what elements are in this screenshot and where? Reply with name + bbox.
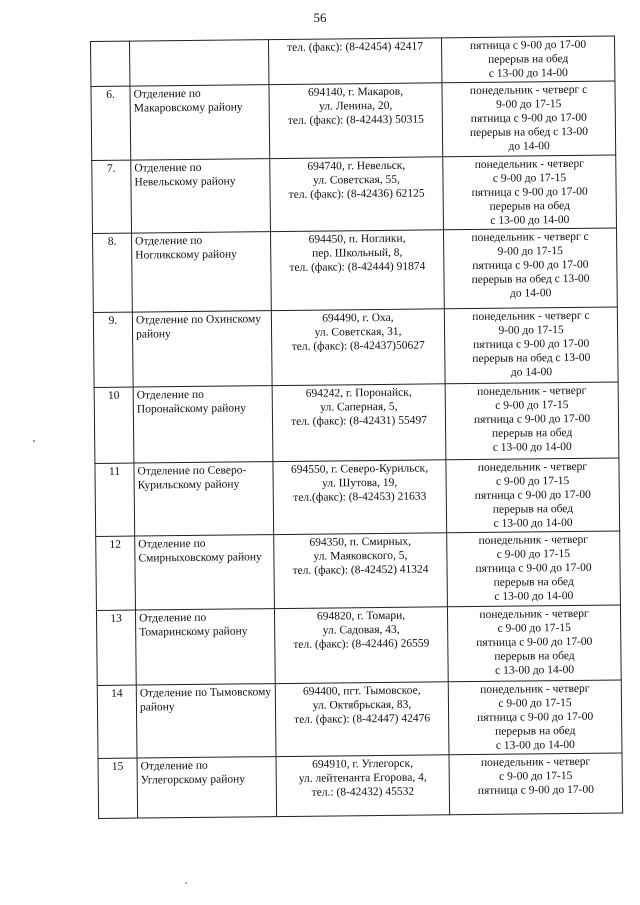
hours-line: пятница с 9-00 до 17-00 — [470, 111, 587, 126]
hours-line: пятница с 9-00 до 17-00 — [477, 783, 595, 797]
hours-line: понедельник - четверг — [480, 682, 590, 696]
hours-line: с 9-00 до 17-15 — [499, 769, 573, 783]
scan-speck — [33, 440, 35, 442]
hours-line: перерыв на обед — [488, 52, 569, 66]
address-line: тел. (факс): (8-42446) 26559 — [293, 637, 430, 651]
hours-line: перерыв на обед — [491, 426, 573, 440]
hours-line: с 9-00 до 17-15 — [492, 172, 567, 185]
hours-line: пятница с 9-00 до 17-00 — [476, 710, 594, 724]
office-hours — [449, 753, 623, 815]
hours-line: с 13-00 до 14-00 — [494, 589, 574, 603]
row-number: 13 — [96, 610, 136, 685]
address-line: тел. (факс): (8-42436) 62125 — [288, 187, 425, 201]
office-address — [268, 38, 441, 85]
hours-line: перерыв на обед — [494, 649, 575, 663]
office-name-text: Отделение по Смирныховскому району — [138, 537, 262, 565]
table-row — [93, 228, 618, 312]
address-line: 694550, г. Северо-Курильск, — [290, 462, 429, 476]
hours-line: до 14-00 — [510, 366, 553, 379]
table-row — [93, 307, 618, 387]
hours-line: понедельник - четверг — [478, 533, 588, 547]
office-name-text: Отделение по Охинскому району — [135, 313, 262, 341]
hours-line: понедельник - четверг — [476, 384, 587, 398]
hours-line: понедельник - четверг — [474, 157, 585, 171]
office-address — [276, 755, 450, 817]
address-line: 694350, п. Смирных, — [309, 535, 412, 549]
hours-line: с 13-00 до 14-00 — [492, 440, 572, 454]
hours-line: понедельник - четверг — [479, 607, 589, 621]
address-line: тел.: (8-42432) 45532 — [311, 785, 415, 799]
scan-speck — [185, 882, 187, 884]
hours-line: пятница с 9-00 до 17-00 — [473, 337, 590, 352]
table-body — [91, 36, 623, 818]
page-number: 56 — [313, 10, 327, 25]
hours-line: пятница с 9-00 до 17-00 — [473, 412, 591, 427]
address-line: тел. (факс): (8-42443) 50315 — [287, 113, 424, 127]
office-name-text: Отделение по Северо-Курильскому району — [137, 464, 247, 492]
office-name-text: Отделение по Макаровскому району — [133, 87, 243, 115]
hours-line: с 13-00 до 14-00 — [495, 663, 575, 677]
address-line: 694820, г. Томари, — [316, 609, 406, 623]
office-name-text — [133, 41, 265, 42]
office-address — [273, 460, 447, 535]
row-number: 12 — [96, 536, 136, 610]
hours-line: перерыв на обед с 13-00 — [472, 351, 591, 366]
table-row — [91, 36, 615, 86]
hours-line: пятница с 9-00 до 17-00 — [471, 185, 588, 200]
hours-line: перерыв на обед — [493, 575, 574, 589]
address-line: пер. Школьный, 8, — [311, 246, 403, 260]
row-number: 8. — [93, 233, 133, 312]
office-name — [136, 684, 276, 758]
office-name-text: Отделение по Поронайскому району — [136, 388, 247, 416]
address-line: ул. Ленина, 20, — [318, 99, 393, 113]
table-row — [96, 605, 621, 685]
office-address — [271, 230, 445, 311]
office-name — [131, 159, 271, 233]
hours-line: перерыв на обед — [492, 502, 574, 516]
table-row — [98, 753, 623, 818]
address-line: ул. лейтенанта Егорова, 4, — [298, 771, 427, 785]
hours-line: пятница с 9-00 до 17-00 — [469, 38, 587, 53]
table-row — [97, 680, 622, 758]
hours-line: 9-00 до 17-15 — [495, 98, 562, 111]
hours-line: с 9-00 до 17-15 — [498, 696, 572, 710]
office-name — [137, 757, 277, 818]
hours-line: понедельник - четверг с — [469, 83, 588, 98]
hours-line: перерыв на обед — [495, 724, 576, 738]
office-name-text: Отделение по Невельскому району — [134, 161, 236, 189]
office-name-text: Отделение по Ногликскому району — [135, 234, 237, 262]
office-name — [134, 462, 274, 536]
hours-line: с 13-00 до 14-00 — [495, 738, 575, 752]
address-line: тел. (факс): (8-42447) 42476 — [294, 712, 431, 726]
address-line: 694242, г. Поронайск, — [305, 386, 412, 400]
hours-line: перерыв на обед с 13-00 — [469, 125, 589, 140]
address-line: 694910, г. Углегорск, — [312, 757, 414, 771]
hours-line: понедельник - четверг — [480, 755, 591, 769]
hours-line: пятница с 9-00 до 17-00 — [475, 561, 592, 575]
office-name — [135, 535, 275, 610]
address-line: ул. Шутова, 19, — [321, 476, 398, 490]
office-address — [274, 607, 448, 684]
address-line: 694450, п. Ноглики, — [308, 232, 406, 246]
office-hours — [448, 680, 622, 755]
office-address — [271, 309, 445, 386]
office-hours — [447, 605, 621, 682]
address-line: 694490, г. Оха, — [322, 311, 394, 325]
address-line: 694400, пгт. Тымовское, — [302, 684, 421, 698]
office-name-text: Отделение по Углегорскому району — [140, 759, 246, 787]
table-row — [95, 458, 620, 536]
hours-line: понедельник - четверг — [477, 460, 588, 474]
row-number: 15 — [98, 758, 138, 818]
hours-line: с 13-00 до 14-00 — [488, 66, 568, 80]
row-number: 6. — [91, 86, 131, 160]
address-line: ул. Советская, 55, — [312, 173, 400, 187]
table-row — [92, 155, 617, 233]
offices-table — [90, 36, 623, 819]
office-hours — [443, 155, 617, 230]
address-line: тел.(факс): (8-42453) 21633 — [293, 490, 427, 504]
office-address — [269, 83, 443, 159]
hours-line: перерыв на обед с 13-00 — [471, 272, 590, 287]
office-name — [132, 232, 272, 312]
office-hours — [443, 228, 617, 309]
table-row — [91, 81, 616, 160]
office-hours — [444, 307, 618, 384]
hours-line: пятница с 9-00 до 17-00 — [474, 488, 591, 502]
office-hours — [441, 36, 614, 83]
office-hours — [447, 531, 621, 607]
address-line: тел. (факс): (8-42454) 42417 — [287, 40, 424, 54]
office-name-text: Отделение по Томаринскому району — [138, 611, 248, 639]
row-number: 10 — [94, 387, 134, 463]
hours-line: с 13-00 до 14-00 — [490, 213, 570, 227]
table-row — [96, 531, 621, 610]
hours-line: пятница с 9-00 до 17-00 — [472, 258, 589, 273]
row-number: 11 — [95, 463, 135, 536]
hours-line: понедельник - четверг с — [471, 230, 589, 245]
row-number — [91, 41, 130, 86]
address-line: ул. Маяковского, 5, — [313, 549, 408, 563]
row-number: 14 — [97, 685, 137, 758]
row-number: 7. — [92, 160, 132, 233]
hours-line: 9-00 до 17-15 — [498, 324, 564, 337]
office-name — [130, 85, 270, 160]
office-name-text: Отделение по Тымовскому району — [139, 686, 272, 714]
office-name — [130, 40, 269, 86]
office-name — [133, 386, 273, 463]
office-hours — [445, 382, 619, 460]
address-line: 694740, г. Невельск, — [307, 159, 406, 173]
address-line: ул. Саперная, 5, — [320, 400, 398, 414]
hours-line: понедельник - четверг с — [472, 309, 590, 324]
address-line: ул. Октябрьская, 83, — [312, 698, 412, 712]
office-address — [274, 533, 448, 609]
address-line: тел. (факс): (8-42444) 91874 — [289, 260, 426, 274]
address-line: ул. Советская, 31, — [314, 325, 402, 339]
office-name — [135, 609, 275, 685]
hours-line: с 9-00 до 17-15 — [495, 475, 570, 488]
address-line: тел. (факс): (8-42452) 41324 — [292, 563, 429, 577]
hours-line: пятница с 9-00 до 17-00 — [476, 635, 593, 649]
address-line: 694140, г. Макаров, — [307, 85, 404, 99]
hours-line: с 13-00 до 14-00 — [493, 516, 573, 530]
hours-line: с 9-00 до 17-15 — [496, 548, 571, 561]
hours-line: с 9-00 до 17-15 — [497, 621, 571, 635]
office-address — [270, 157, 444, 232]
address-line: тел. (факс): (8-42431) 55497 — [290, 414, 428, 428]
hours-line: 9-00 до 17-15 — [497, 245, 563, 258]
hours-line: с 9-00 до 17-15 — [495, 399, 569, 412]
office-name — [132, 311, 272, 387]
hours-line: до 14-00 — [509, 287, 552, 300]
address-line: тел. (факс): (8-42437)50627 — [291, 339, 425, 353]
hours-line: до 14-00 — [508, 140, 550, 153]
row-number: 9. — [93, 312, 133, 387]
address-line: ул. Садовая, 43, — [322, 623, 400, 637]
office-hours — [446, 458, 620, 533]
office-hours — [442, 81, 616, 157]
table-row — [94, 382, 619, 463]
office-address — [275, 682, 449, 757]
office-address — [272, 384, 446, 462]
hours-line: перерыв на обед — [489, 199, 570, 213]
